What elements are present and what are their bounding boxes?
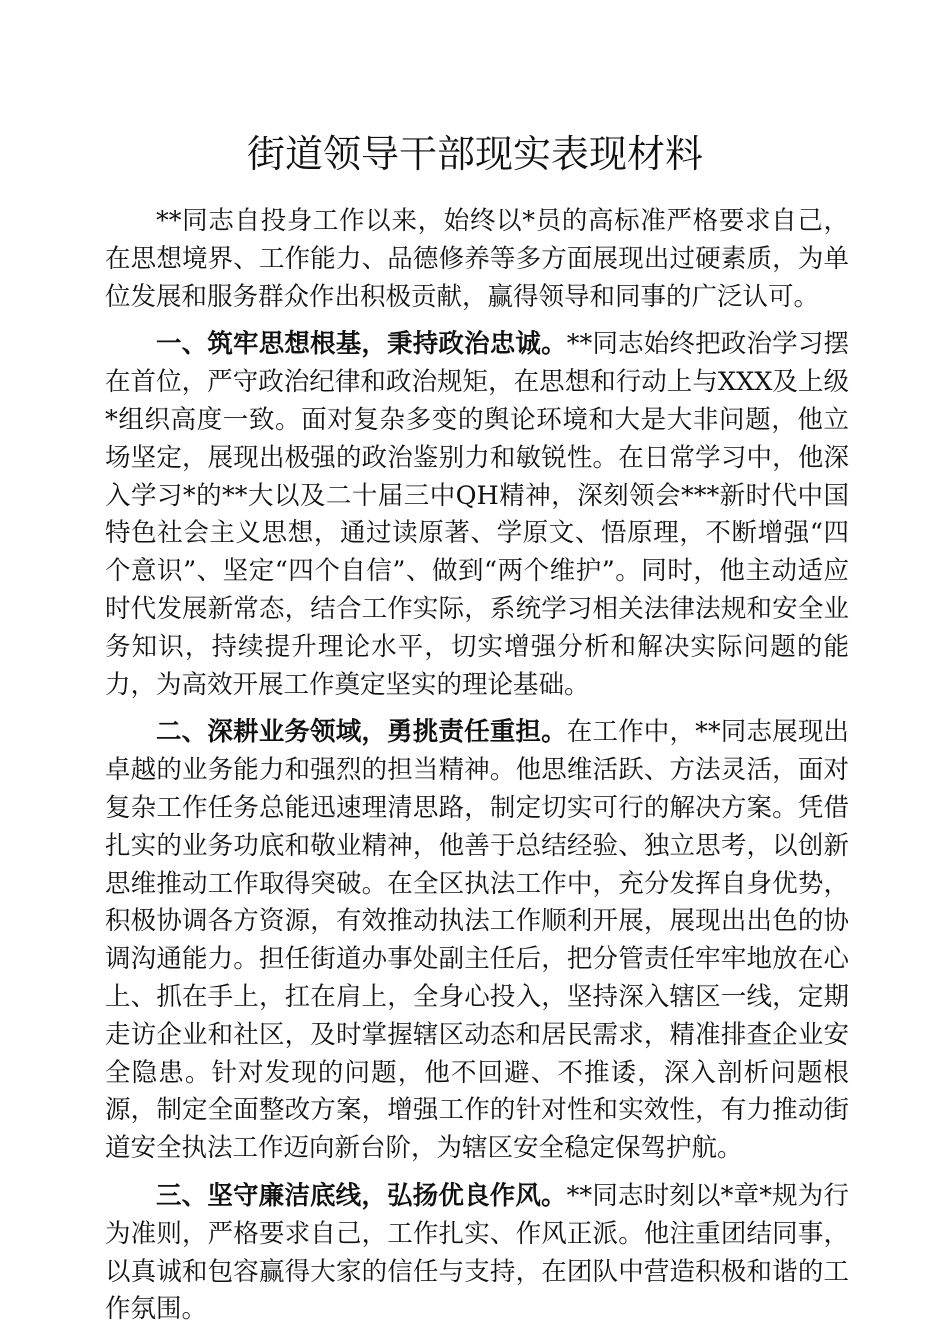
document-title: 街道领导干部现实表现材料 (246, 132, 703, 176)
section-1-text: **同志始终把政治学习摆在首位，严守政治纪律和政治规矩，在思想和行动上与XXX及上级*组织高度一致。面对复杂多变的舆论环境和大是大非问题，他立场坚定，展现出极强的政治鉴别力和敏锐性。在日常学习中，他深入学习*的**大以及二十届三中QH精神，深刻领会***新时代中国特色社会主义思想，通过读原著、学原文、悟原理，不断增强“四个意识”、坚定“四个自信”、做到“两个维护”。同时，他主动适应时代发展新常态，结合工作实际，系统学习相关法律法规和安全业务知识，持续提升理论水平，切实增强分析和解决实际问题的能力，为高效开展工作奠定坚实的理论基础。 (105, 329, 849, 700)
section-2-heading: 二、深耕业务领域，勇挑责任重担。 (156, 717, 567, 748)
section-3-paragraph (105, 1178, 849, 1329)
section-1-heading: 一、筑牢思想根基，秉持政治忠诚。 (156, 329, 567, 360)
section-3-text: **同志时刻以*章*规为行为准则，严格要求自己，工作扎实、作风正派。他注重团结同事，以真诚和包容赢得大家的信任与支持，在团队中营造积极和谐的工作氛围。 (105, 1180, 849, 1325)
section-2-text: 在工作中，**同志展现出卓越的业务能力和强烈的担当精神。他思维活跃、方法灵活，面对复杂工作任务总能迅速理清思路，制定切实可行的解决方案。凭借扎实的业务功底和敬业精神，他善于总结经验、独立思考，以创新思维推动工作取得突破。在全区执法工作中，充分发挥自身优势，积极协调各方资源，有效推动执法工作顺利开展，展现出出色的协调沟通能力。担任街道办事处副主任后，把分管责任牢牢地放在心上、抓在手上，扛在肩上，全身心投入，坚持深入辖区一线，定期走访企业和社区，及时掌握辖区动态和居民需求，精准排查企业安全隐患。针对发现的问题，他不回避、不推诿，深入剖析问题根源，制定全面整改方案，增强工作的针对性和实效性，有力推动街道安全执法工作迈向新台阶，为辖区安全稳定保驾护航。 (105, 717, 849, 1164)
section-1-paragraph (105, 326, 849, 704)
section-3-heading: 三、坚守廉洁底线，弘扬优良作风。 (156, 1180, 567, 1211)
section-2-paragraph (105, 714, 849, 1168)
intro-paragraph: **同志自投身工作以来，始终以*员的高标准严格要求自己，在思想境界、工作能力、品德修养等多方面展现出过硬素质，为单位发展和服务群众作出积极贡献，赢得领导和同事的广泛认可。 (105, 206, 849, 312)
document-body (105, 203, 849, 1339)
